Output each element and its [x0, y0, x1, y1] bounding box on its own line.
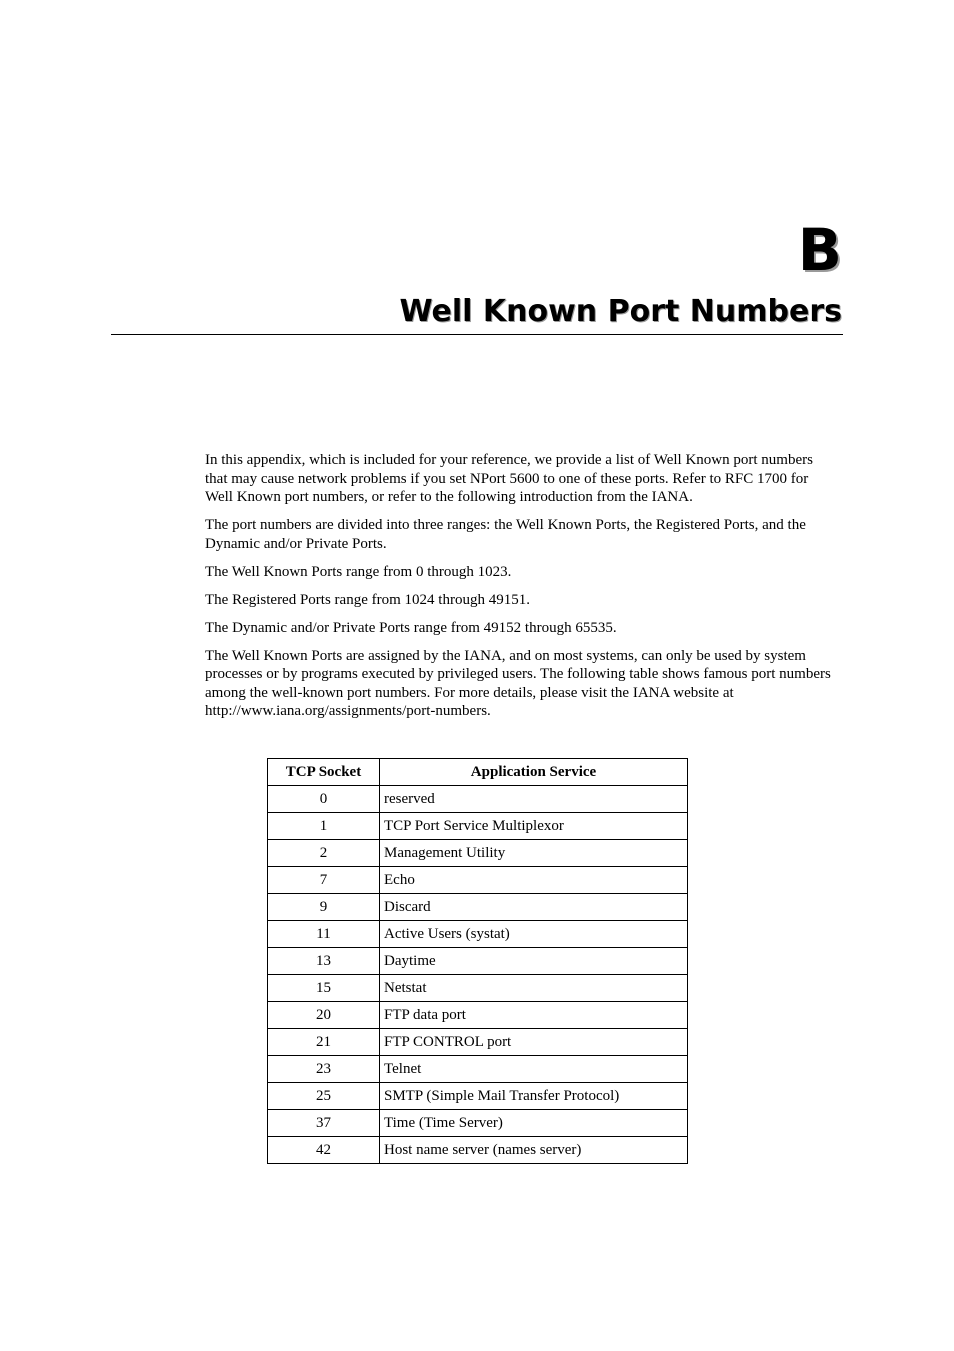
title-divider	[111, 334, 843, 335]
tcp-socket-cell: 21	[268, 1029, 380, 1056]
application-service-cell: Active Users (systat)	[380, 921, 688, 948]
paragraph: The port numbers are divided into three ranges: the Well Known Ports, the Registered Ports, and the Dynamic and/or Private Ports.	[205, 517, 806, 552]
tcp-socket-cell: 15	[268, 975, 380, 1002]
tcp-socket-cell: 1	[268, 813, 380, 840]
tcp-socket-cell: 0	[268, 786, 380, 813]
application-service-cell: TCP Port Service Multiplexor	[380, 813, 688, 840]
table-row	[268, 1137, 688, 1164]
tcp-socket-cell: 2	[268, 840, 380, 867]
paragraph: The Dynamic and/or Private Ports range from 49152 through 65535.	[205, 619, 617, 636]
application-service-cell: SMTP (Simple Mail Transfer Protocol)	[380, 1083, 688, 1110]
table-row	[268, 894, 688, 921]
application-service-cell: Daytime	[380, 948, 688, 975]
tcp-socket-cell: 9	[268, 894, 380, 921]
table-row	[268, 1002, 688, 1029]
application-service-cell: Time (Time Server)	[380, 1110, 688, 1137]
application-service-cell: Host name server (names server)	[380, 1137, 688, 1164]
table-row	[268, 840, 688, 867]
table-row	[268, 948, 688, 975]
header-tcp-socket: TCP Socket	[268, 759, 380, 786]
paragraph: The Registered Ports range from 1024 through 49151.	[205, 591, 530, 608]
table-header-row	[268, 759, 688, 786]
tcp-socket-cell: 20	[268, 1002, 380, 1029]
table-row	[268, 921, 688, 948]
application-service-cell: Management Utility	[380, 840, 688, 867]
chapter-letter: B	[797, 216, 842, 284]
application-service-cell: FTP CONTROL port	[380, 1029, 688, 1056]
application-service-cell: reserved	[380, 786, 688, 813]
table-row	[268, 1083, 688, 1110]
table-row	[268, 813, 688, 840]
table-row	[268, 1110, 688, 1137]
tcp-socket-cell: 25	[268, 1083, 380, 1110]
tcp-socket-cell: 11	[268, 921, 380, 948]
application-service-cell: FTP data port	[380, 1002, 688, 1029]
paragraph: In this appendix, which is included for your reference, we provide a list of Well Known port numbers that may cause network problems if you set NPort 5600 to one of these ports. Refer to RFC 1700 for Well Known port numbers, or refer to the following introduction from the IANA.	[205, 452, 813, 505]
table-row	[268, 867, 688, 894]
paragraph: The Well Known Ports range from 0 through 1023.	[205, 563, 512, 580]
body-text	[205, 451, 839, 730]
paragraph: The Well Known Ports are assigned by the IANA, and on most systems, can only be used by system processes or by programs executed by privileged users. The following table shows famous port numbers among the well-known port numbers. For more details, please visit the IANA website at http://www.iana.org/assignments/port-numbers.	[205, 647, 831, 719]
chapter-title: Well Known Port Numbers	[399, 294, 842, 329]
application-service-cell: Telnet	[380, 1056, 688, 1083]
header-application-service: Application Service	[380, 759, 688, 786]
table-row	[268, 1056, 688, 1083]
table-row	[268, 786, 688, 813]
table-row	[268, 975, 688, 1002]
table-row	[268, 1029, 688, 1056]
application-service-cell: Echo	[380, 867, 688, 894]
tcp-socket-cell: 42	[268, 1137, 380, 1164]
application-service-cell: Netstat	[380, 975, 688, 1002]
port-numbers-table	[267, 758, 688, 1164]
tcp-socket-cell: 23	[268, 1056, 380, 1083]
application-service-cell: Discard	[380, 894, 688, 921]
tcp-socket-cell: 7	[268, 867, 380, 894]
tcp-socket-cell: 13	[268, 948, 380, 975]
tcp-socket-cell: 37	[268, 1110, 380, 1137]
